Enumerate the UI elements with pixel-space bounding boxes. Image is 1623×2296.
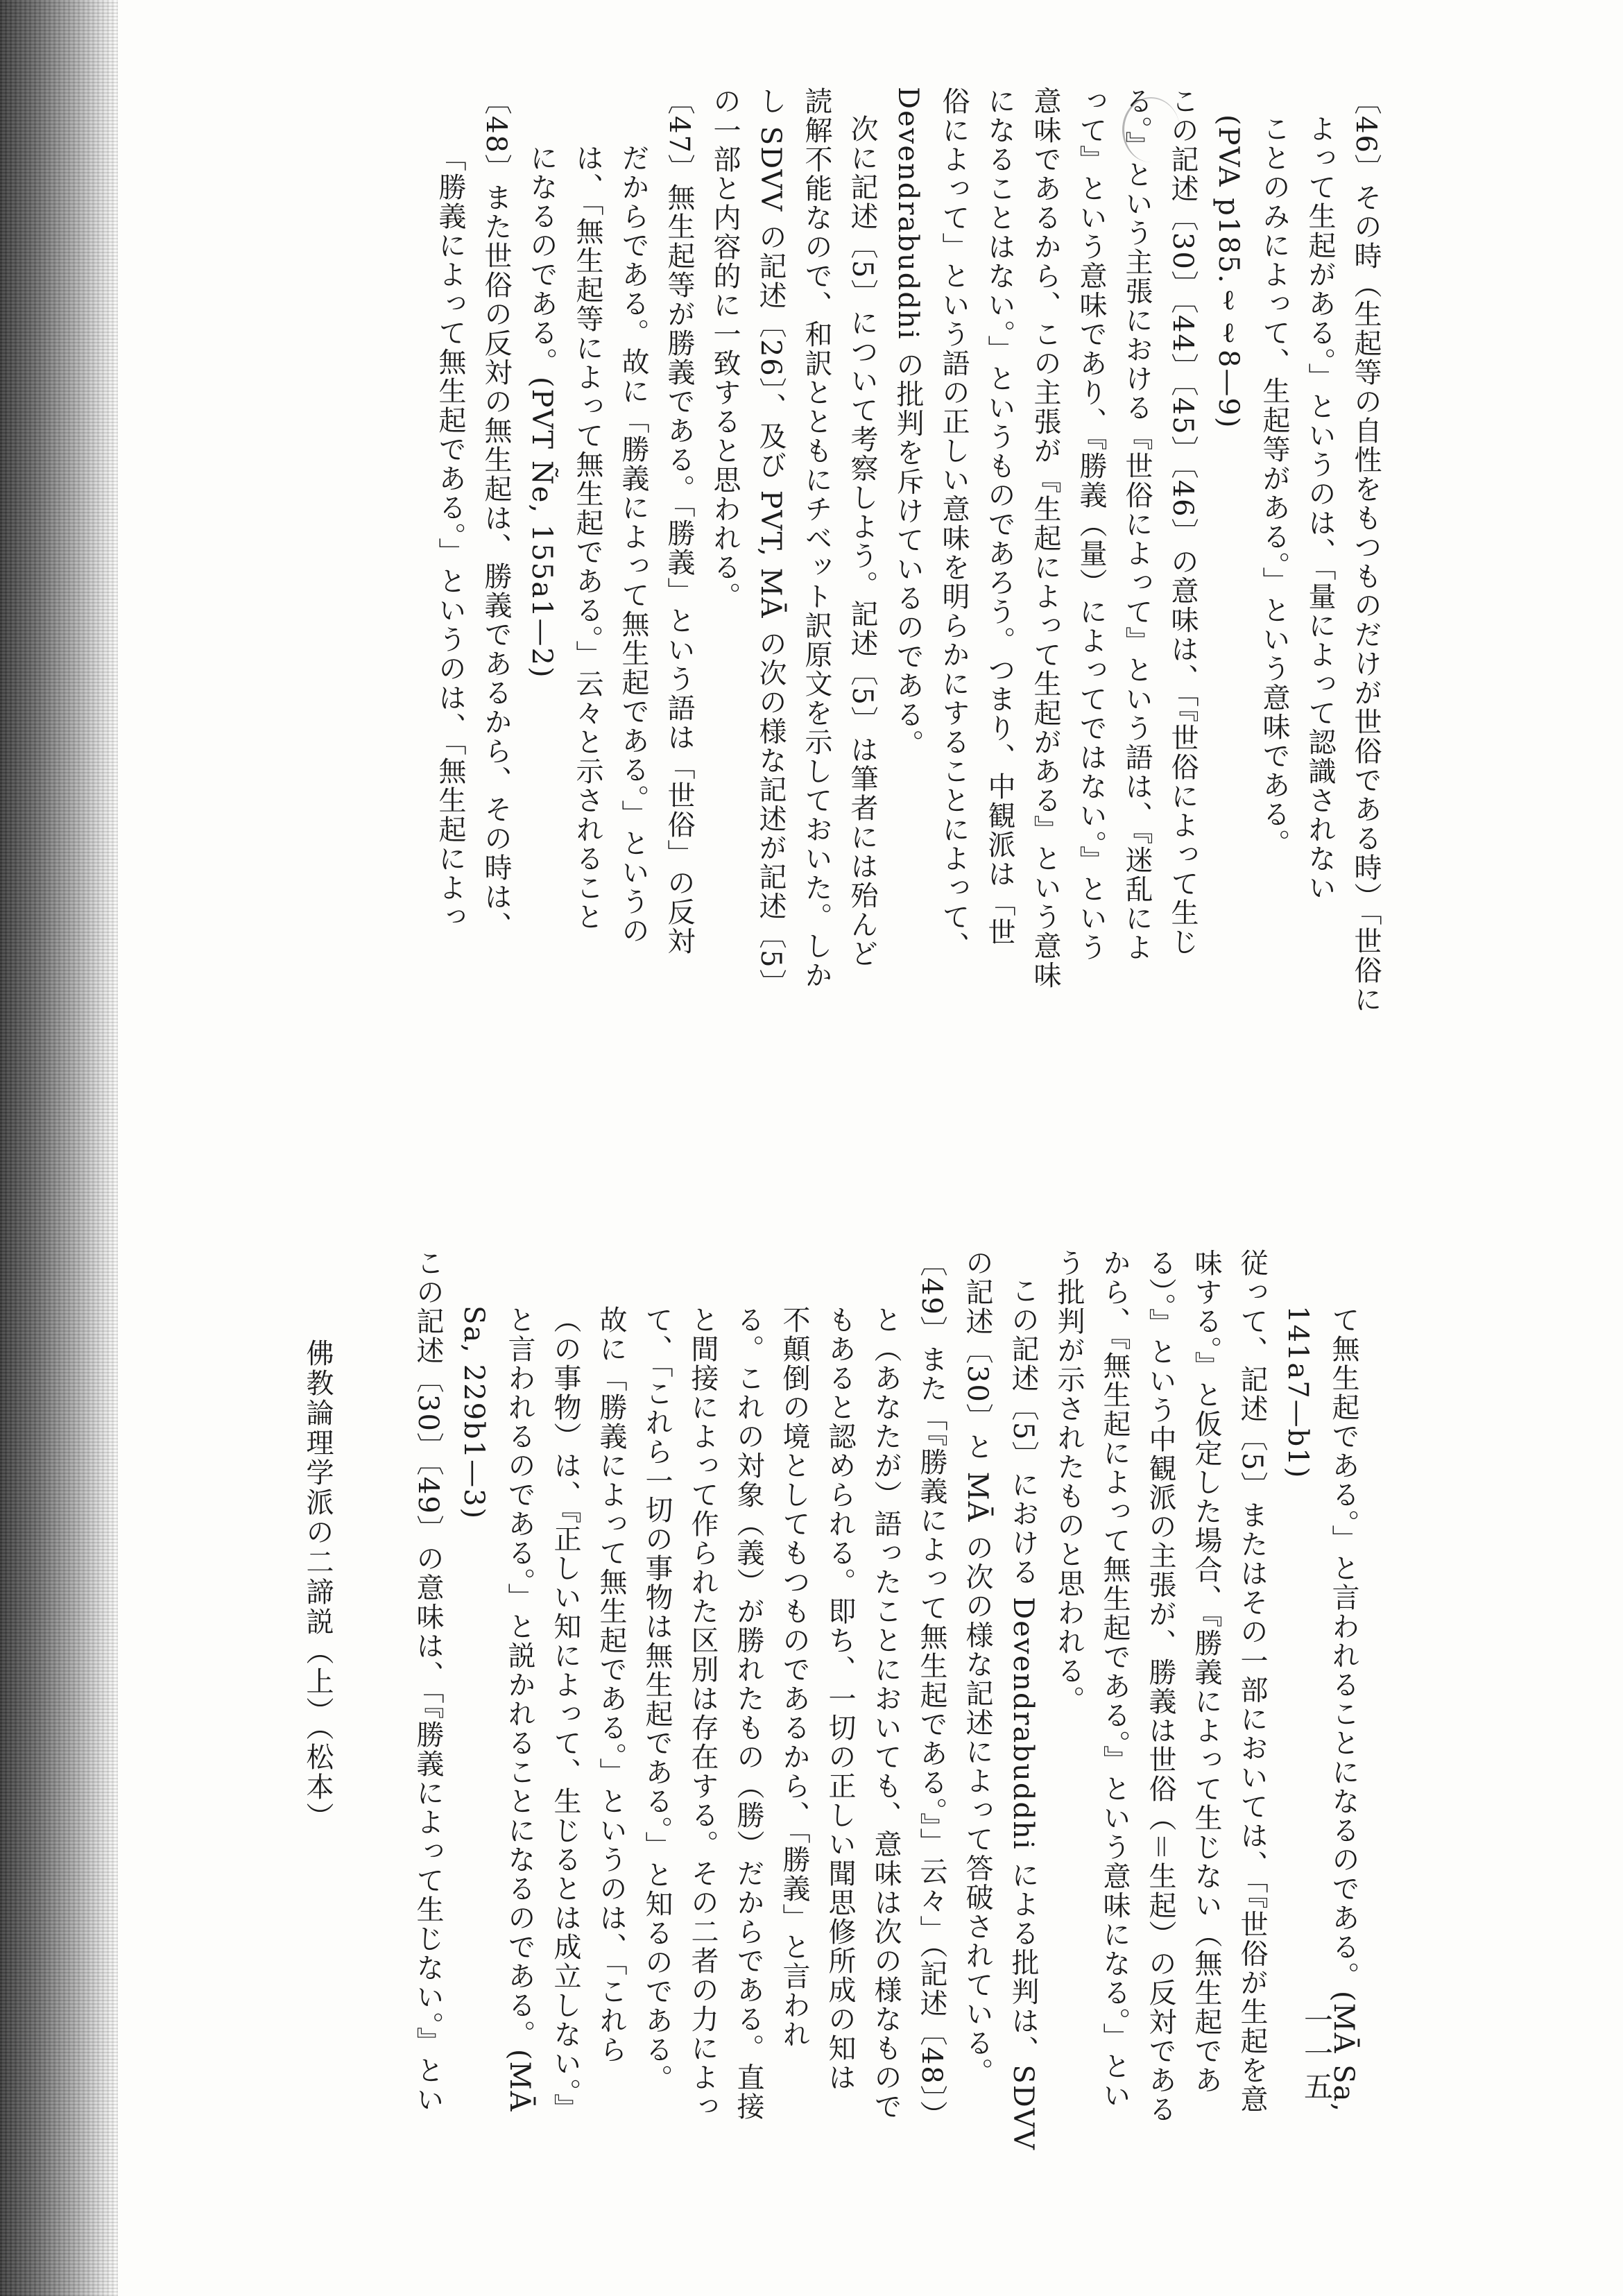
text-line: は、「無生起等によって無生起である。」云々と示されること	[572, 144, 603, 932]
text-line: 「勝義によって無生起である。」というのは、「無生起によっ	[434, 144, 466, 932]
text-line: （の事物）は、『正しい知によって、生じるとは成立しない。』	[549, 1305, 581, 2123]
text-line: 読解不能なので、和訳とともにチベット訳原文を示しておいた。しか	[800, 87, 832, 990]
text-line: て無生起である。」と言われることになるのである。(MĀ Sa,	[1328, 1305, 1359, 2114]
text-line: だからである。故に「勝義によって無生起である。」というの	[617, 144, 649, 945]
text-line: 〔46〕その時（生起等の自性をもつものだけが世俗である時）「世俗に	[1350, 87, 1382, 1014]
text-line: って』という意味であり、『勝義（量）によってではない。』という	[1075, 87, 1107, 962]
citation-line: 141a7—b1)	[1282, 1305, 1314, 1480]
text-line: と間接によって作られた区別は存在する。その二者の力によっ	[687, 1305, 719, 2121]
text-line: よって生起がある。」というのは、「量によって認識されない	[1304, 114, 1336, 902]
text-line: 〔47〕無生起等が勝義である。「勝義」という語は「世俗」の反対	[663, 87, 695, 956]
scan-shadow-edge	[0, 0, 118, 2296]
text-line: る）。』という中観派の主張が、勝義は世俗（＝生起）の反対である	[1144, 1249, 1176, 2124]
text-line: 次に記述〔5〕について考察しよう。記述〔5〕は筆者には殆んど	[846, 114, 878, 968]
running-footer: 佛教論理学派の二諦説（上）（松本）	[302, 1339, 334, 1832]
text-line: この記述〔30〕〔49〕の意味は、「『勝義によって生じない。』とい	[412, 1249, 444, 2114]
text-line: この記述〔5〕における Devendrabuddhi による批判は、SDVV	[1007, 1276, 1039, 2151]
text-line: 〔49〕また「『勝義によって無生起である。』」云々」（記述〔48〕）	[916, 1249, 947, 2130]
text-line: もあると認められる。即ち、一切の正しい聞思修所成の知は	[824, 1305, 856, 2092]
text-line: し SDVV の記述〔26〕、及び PVT, MĀ の次の様な記述が記述〔5〕	[755, 87, 787, 998]
text-line: 従って、記述〔5〕またはその一部においては、「『世俗が生起を意	[1236, 1249, 1268, 2114]
text-column-left	[347, 1249, 1366, 2206]
text-line: て、「これら一切の事物は無生起である。」と知るのである。	[641, 1305, 673, 2093]
text-line: る。これの対象（義）が勝れたもの（勝）だからである。直接	[732, 1305, 764, 2121]
text-line: と（あなたが）語ったことにおいても、意味は次の様なもので	[870, 1305, 902, 2121]
page-number: 一一五	[1300, 2005, 1334, 2105]
text-column-right	[305, 87, 1389, 1155]
text-line: 俗によって」という語の正しい意味を明らかにすることによって、	[938, 87, 970, 961]
text-line: う批判が示されたものと思われる。	[1053, 1249, 1085, 1715]
text-line: の記述〔30〕と MĀ の次の様な記述によって答破されている。	[961, 1249, 993, 2087]
text-line: 故に「勝義によって無生起である。」というのは、「これら	[595, 1305, 627, 2064]
text-line: 〔48〕また世俗の反対の無生起は、勝義であるから、その時は、	[480, 87, 512, 941]
text-line: この記述〔30〕〔44〕〔45〕〔46〕の意味は、「『世俗によって生じ	[1167, 87, 1199, 957]
text-line: Devendrabuddhi の批判を斥けているのである。	[892, 87, 924, 759]
text-line: から、『無生起によって無生起である。』という意味になる。」とい	[1099, 1249, 1131, 2110]
citation-line: (PVA p185.ℓℓ8—9)	[1212, 114, 1244, 429]
citation-line: Sa, 229b1—3)	[458, 1305, 490, 1520]
text-line: る。』という主張における『世俗によって』という語は、『迷乱によ	[1121, 87, 1153, 962]
text-line: 味する。』と仮定した場合、『勝義によって生じない（無生起であ	[1190, 1249, 1222, 2095]
text-line: 不顛倒の境としてもつものであるから、「勝義」と言われ	[778, 1305, 810, 2049]
text-line: 意味であるから、この主張が『生起によって生起がある』という意味	[1029, 87, 1061, 990]
text-line: になることはない。」というものであろう。つまり、中観派は「世	[984, 87, 1015, 947]
text-line: と言われるのである。」と説かれることになるのである。(MĀ	[504, 1305, 535, 2113]
text-line: ことのみによって、生起等がある。」という意味である。	[1258, 114, 1290, 858]
text-line: になるのである。(PVT Ñe, 155a1—2)	[526, 144, 558, 679]
text-line: の一部と内容的に一致すると思われる。	[709, 87, 741, 611]
